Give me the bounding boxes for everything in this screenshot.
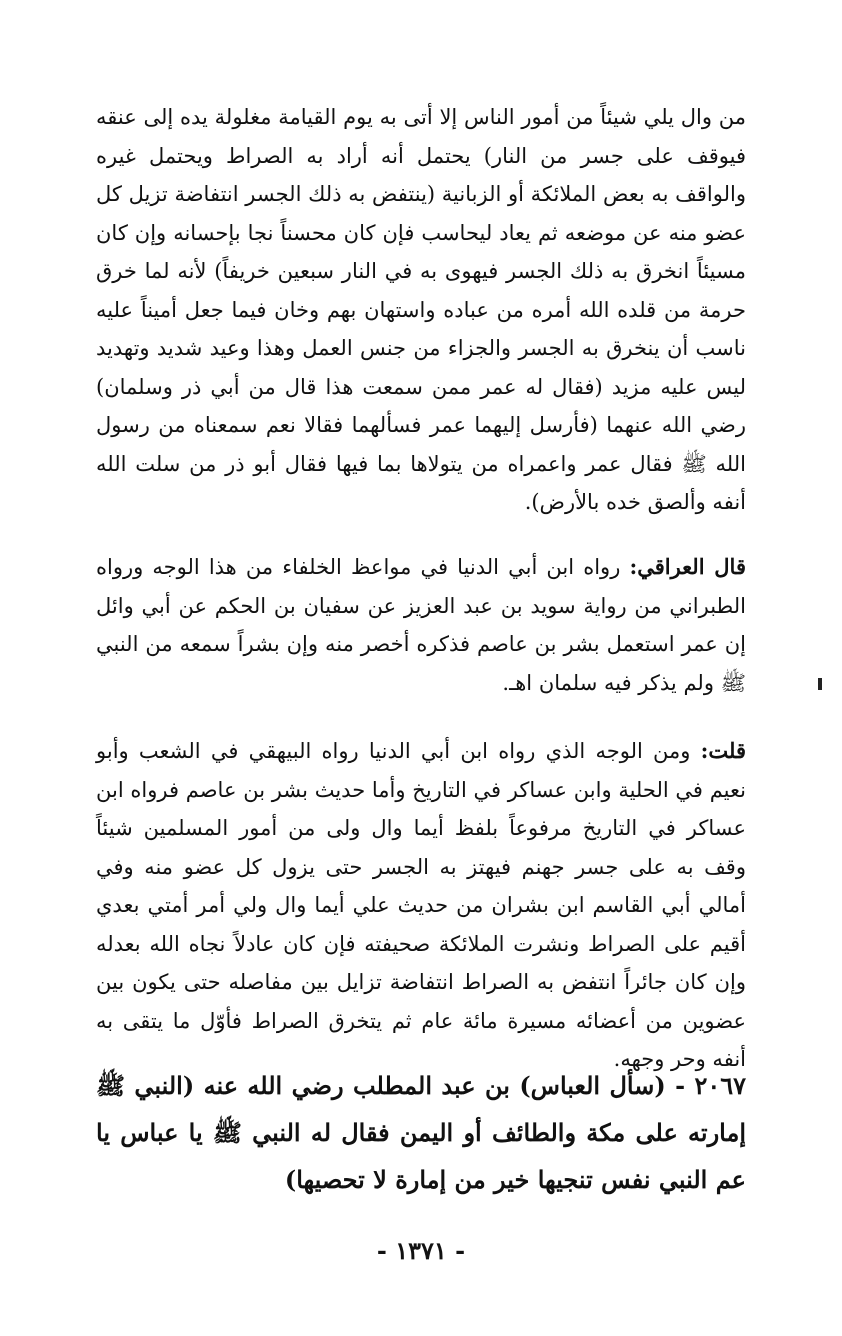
paragraph-text: رواه ابن أبي الدنيا في مواعظ الخلفاء من هذا الوجه ورواه الطبراني من رواية سويد بن عبد العزيز عن سفيان بن الحكم عن أبي وائل إن عمر استعمل بشر بن عاصم فذكره أخصر منه وإن بشراً سمعه من النبي ﷺ ولم يذكر فيه سلمان اهـ. [96,555,746,695]
page-number: - ١٣٧١ - [376,1236,466,1265]
author-note-paragraph [96,732,746,1079]
paragraph-lead: قلت: [700,738,746,763]
paragraph-text: ٢٠٦٧ - (سأل العباس) بن عبد المطلب رضي الله عنه (النبي ﷺ إمارته على مكة والطائف أو اليمن فقال له النبي ﷺ يا عباس يا عم النبي نفس تنجيها خير من إمارة لا تحصيها) [96,1071,746,1194]
margin-mark [818,678,822,690]
hadith-entry-paragraph [96,1062,746,1203]
iraqi-note-paragraph [96,548,746,702]
paragraph-lead: قال العراقي: [629,554,746,579]
paragraph-text: ومن الوجه الذي رواه ابن أبي الدنيا رواه البيهقي في الشعب وأبو نعيم في الحلية وابن عساكر في التاريخ وأما حديث بشر بن عاصم فرواه ابن عساكر في التاريخ مرفوعاً بلفظ أيما وال ولى من أمور المسلمين شيئاً وقف به على جسر جهنم فيهتز به الجسر حتى يزول كل عضو منه وفي أمالي أبي القاسم ابن بشران من حديث علي أيما وال ولي أمر أمتي بعدي أقيم على الصراط ونشرت الملائكة صحيفته فإن كان عادلاً نجاه الله بعدله وإن كان جائراً انتفض به الصراط انتفاضة تزايل بين مفاصله حتى يكون بين عضوين من أعضائه مسيرة مائة عام ثم يتخرق الصراط فأوّل ما يتقى به أنفه وحر وجهه. [96,739,746,1071]
paragraph-text: من وال يلي شيئاً من أمور الناس إلا أتى به يوم القيامة مغلولة يده إلى عنقه فيوقف على جسر من النار) يحتمل أنه أراد به الصراط ويحتمل غيره والواقف به بعض الملائكة أو الزبانية (ينتفض به ذلك الجسر انتفاضة تزيل كل عضو منه عن موضعه ثم يعاد ليحاسب فإن كان محسناً نجا بإحسانه وإن كان مسيئاً انخرق به ذلك الجسر فيهوى به في النار سبعين خريفاً) لأنه لما خرق حرمة من قلده الله أمره من عباده واستهان بهم وخان فيما جعل أميناً عليه ناسب أن ينخرق به الجسر والجزاء من جنس العمل وهذا وعيد شديد وتهديد ليس عليه مزيد (فقال له عمر ممن سمعت هذا قال من أبي ذر وسلمان) رضي الله عنهما (فأرسل إليهما عمر فسألهما فقالا نعم سمعناه من رسول الله ﷺ فقال عمر واعمراه من يتولاها بما فيها فقال أبو ذر من سلت الله أنفه وألصق خده بالأرض). [96,105,746,514]
commentary-paragraph [96,98,746,522]
